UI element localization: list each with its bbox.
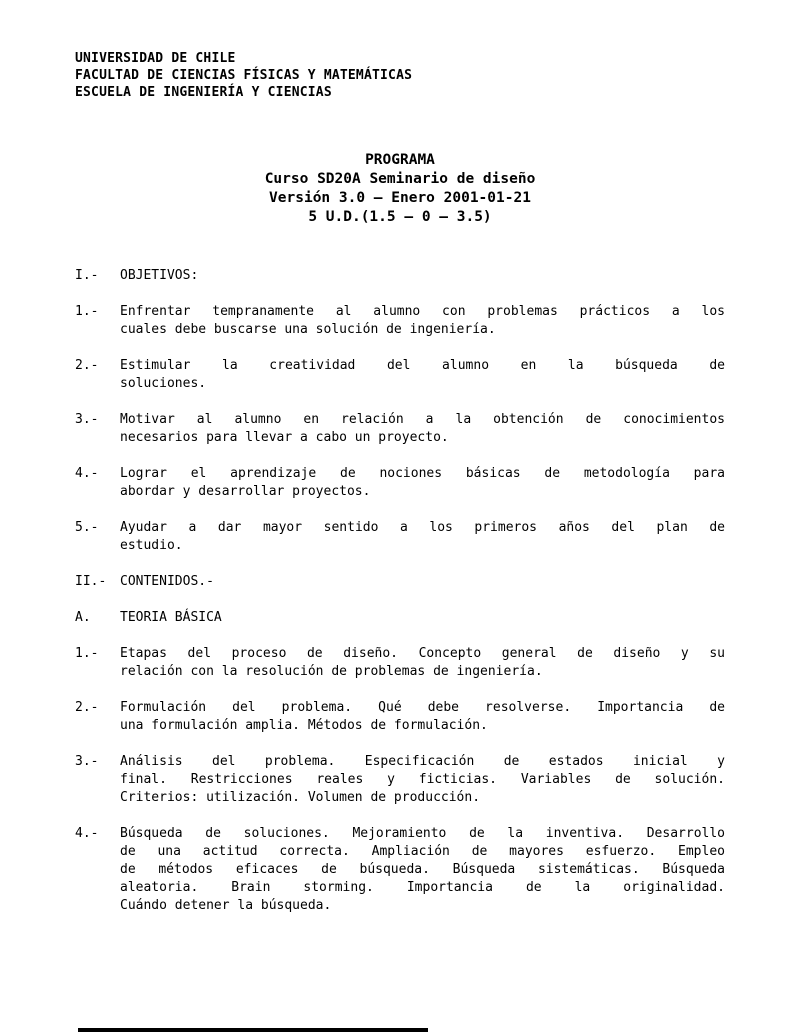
item-label: A.	[75, 610, 91, 625]
item-line: TEORIA BÁSICA	[120, 610, 222, 625]
credits-line: 5 U.D.(1.5 – 0 – 3.5)	[308, 209, 492, 225]
list-item	[75, 519, 725, 555]
item-label: 4.-	[75, 466, 99, 481]
item-text	[120, 699, 725, 735]
item-line: Búsqueda de soluciones. Mejoramiento de la inventiva. Desarrollo	[120, 826, 725, 841]
item-label: 5.-	[75, 520, 99, 535]
item-line: una formulación amplia. Métodos de formulación.	[120, 718, 488, 733]
item-label: II.-	[75, 574, 107, 589]
list-item	[75, 753, 725, 807]
document-title: PROGRAMA	[365, 152, 435, 168]
item-label: 1.-	[75, 646, 99, 661]
item-line: Ayudar a dar mayor sentido a los primeros años del plan de	[120, 520, 725, 535]
item-text	[120, 645, 725, 681]
item-line: aleatoria. Brain storming. Importancia de la originalidad.	[120, 880, 725, 895]
list-item	[75, 609, 725, 627]
item-line: cuales debe buscarse una solución de ingeniería.	[120, 322, 496, 337]
item-text	[120, 609, 725, 627]
item-line: Lograr el aprendizaje de nociones básicas de metodología para	[120, 466, 725, 481]
list-item	[75, 267, 725, 285]
list-item	[75, 465, 725, 501]
item-line: de métodos eficaces de búsqueda. Búsqueda sistemáticas. Búsqueda	[120, 862, 725, 877]
item-line: Motivar al alumno en relación a la obtención de conocimientos	[120, 412, 725, 427]
scan-artifact-rule	[78, 1028, 428, 1032]
item-line: Estimular la creatividad del alumno en la búsqueda de	[120, 358, 725, 373]
item-line: relación con la resolución de problemas de ingeniería.	[120, 664, 543, 679]
item-text	[120, 357, 725, 393]
item-text	[120, 825, 725, 915]
item-label: 3.-	[75, 754, 99, 769]
item-text	[120, 573, 725, 591]
item-line: Criterios: utilización. Volumen de producción.	[120, 790, 481, 805]
letterhead	[75, 50, 725, 101]
list-item	[75, 303, 725, 339]
list-item	[75, 645, 725, 681]
list-item	[75, 411, 725, 447]
item-label: 4.-	[75, 826, 99, 841]
list-item	[75, 357, 725, 393]
letterhead-faculty: FACULTAD DE CIENCIAS FÍSICAS Y MATEMÁTICAS	[75, 68, 413, 83]
letterhead-school: ESCUELA DE INGENIERÍA Y CIENCIAS	[75, 85, 332, 100]
item-label: 2.-	[75, 700, 99, 715]
list-item	[75, 699, 725, 735]
item-text	[120, 267, 725, 285]
item-text	[120, 303, 725, 339]
item-label: I.-	[75, 268, 99, 283]
item-text	[120, 465, 725, 501]
item-text	[120, 753, 725, 807]
list-item	[75, 825, 725, 915]
item-line: final. Restricciones reales y ficticias. Variables de solución.	[120, 772, 725, 787]
title-block	[75, 151, 725, 227]
item-line: Formulación del problema. Qué debe resolverse. Importancia de	[120, 700, 725, 715]
version-date-line: Versión 3.0 – Enero 2001-01-21	[269, 190, 531, 206]
document-body	[75, 267, 725, 915]
item-line: Etapas del proceso de diseño. Concepto general de diseño y su	[120, 646, 725, 661]
item-text	[120, 519, 725, 555]
item-label: 1.-	[75, 304, 99, 319]
item-line: Cuándo detener la búsqueda.	[120, 898, 332, 913]
item-line: soluciones.	[120, 376, 207, 391]
item-line: CONTENIDOS.-	[120, 574, 214, 589]
course-name: Curso SD20A Seminario de diseño	[264, 171, 536, 187]
item-line: OBJETIVOS:	[120, 268, 199, 283]
item-label: 3.-	[75, 412, 99, 427]
list-item	[75, 573, 725, 591]
item-text	[120, 411, 725, 447]
letterhead-university: UNIVERSIDAD DE CHILE	[75, 51, 236, 66]
item-line: de una actitud correcta. Ampliación de mayores esfuerzo. Empleo	[120, 844, 725, 859]
item-line: estudio.	[120, 538, 183, 553]
item-line: Enfrentar tempranamente al alumno con problemas prácticos a los	[120, 304, 725, 319]
item-label: 2.-	[75, 358, 99, 373]
item-line: abordar y desarrollar proyectos.	[120, 484, 371, 499]
item-line: necesarios para llevar a cabo un proyecto.	[120, 430, 449, 445]
item-line: Análisis del problema. Especificación de estados inicial y	[120, 754, 725, 769]
